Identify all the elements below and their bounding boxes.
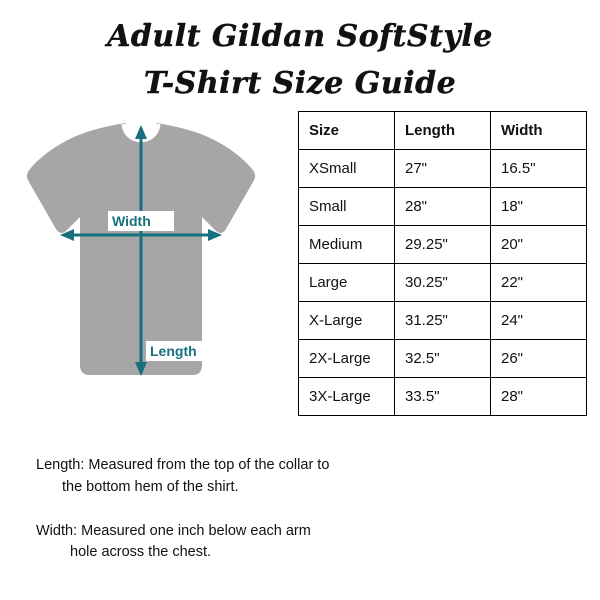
table-row <box>299 226 587 264</box>
measurement-notes <box>36 455 466 586</box>
note-width-line1: Width: Measured one inch below each arm <box>36 522 311 539</box>
tshirt-illustration <box>16 113 276 423</box>
length-label: Length <box>150 343 197 359</box>
cell-width: 18" <box>491 188 587 226</box>
column-header-width: Width <box>491 112 587 150</box>
main-content <box>0 107 600 427</box>
cell-length: 31.25" <box>395 302 491 340</box>
cell-width: 26" <box>491 340 587 378</box>
cell-size: XSmall <box>299 150 395 188</box>
table-row <box>299 378 587 416</box>
table-row <box>299 150 587 188</box>
note-length <box>36 455 466 499</box>
title-line-1: Adult Gildan SoftStyle <box>107 19 493 54</box>
cell-width: 28" <box>491 378 587 416</box>
cell-width: 16.5" <box>491 150 587 188</box>
cell-width: 20" <box>491 226 587 264</box>
cell-size: X-Large <box>299 302 395 340</box>
cell-size: 3X-Large <box>299 378 395 416</box>
cell-size: 2X-Large <box>299 340 395 378</box>
tshirt-diagram <box>16 113 276 423</box>
width-label: Width <box>112 213 151 229</box>
cell-size: Medium <box>299 226 395 264</box>
cell-length: 28" <box>395 188 491 226</box>
note-length-line2: the bottom hem of the shirt. <box>62 478 239 495</box>
cell-length: 30.25" <box>395 264 491 302</box>
note-width <box>36 521 466 565</box>
cell-width: 24" <box>491 302 587 340</box>
size-table <box>298 111 587 416</box>
column-header-length: Length <box>395 112 491 150</box>
note-length-line1: Length: Measured from the top of the collar to <box>36 457 330 473</box>
cell-length: 32.5" <box>395 340 491 378</box>
cell-size: Large <box>299 264 395 302</box>
table-row <box>299 302 587 340</box>
cell-length: 29.25" <box>395 226 491 264</box>
table-row <box>299 188 587 226</box>
column-header-size: Size <box>299 112 395 150</box>
cell-size: Small <box>299 188 395 226</box>
note-width-line2: hole across the chest. <box>70 544 212 561</box>
table-header-row <box>299 112 587 150</box>
cell-length: 27" <box>395 150 491 188</box>
cell-length: 33.5" <box>395 378 491 416</box>
table-row <box>299 340 587 378</box>
size-table-container <box>298 111 586 416</box>
cell-width: 22" <box>491 264 587 302</box>
title-line-2: T-Shirt Size Guide <box>143 65 457 101</box>
page-title <box>0 0 600 107</box>
table-row <box>299 264 587 302</box>
